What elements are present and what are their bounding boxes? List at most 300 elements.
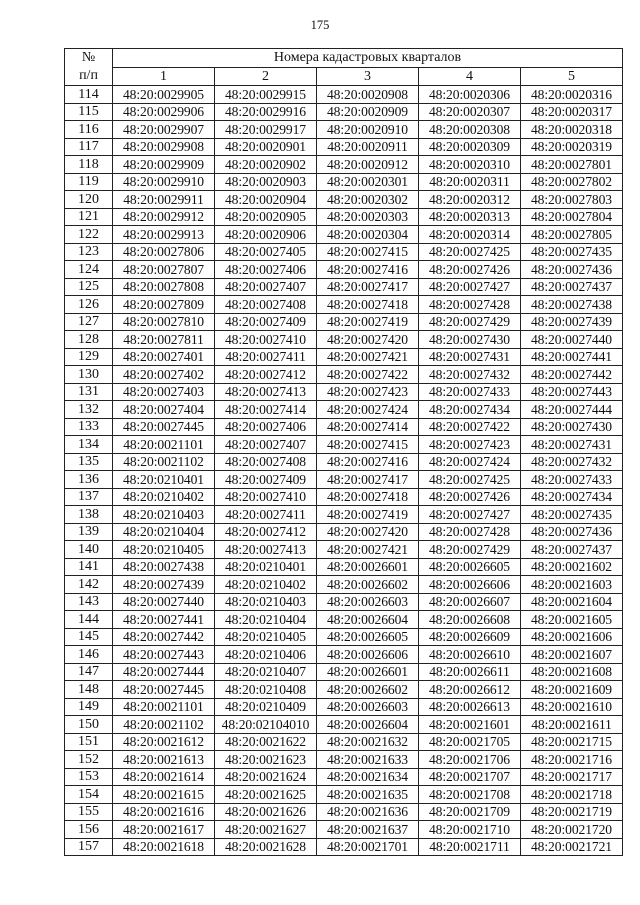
row-number-cell: 119	[65, 173, 113, 191]
cadastral-number-cell: 48:20:0021625	[215, 786, 317, 804]
cadastral-number-cell: 48:20:0027401	[113, 348, 215, 366]
table-row	[65, 208, 623, 226]
cadastral-number-cell: 48:20:0027413	[215, 383, 317, 401]
cadastral-number-cell: 48:20:0029910	[113, 173, 215, 191]
table-row	[65, 331, 623, 349]
cadastral-number-cell: 48:20:0021101	[113, 698, 215, 716]
row-number-cell: 150	[65, 716, 113, 734]
cadastral-number-cell: 48:20:0026611	[419, 663, 521, 681]
cadastral-number-cell: 48:20:0027440	[113, 593, 215, 611]
row-number-cell: 117	[65, 138, 113, 156]
cadastral-number-cell: 48:20:0021720	[521, 821, 623, 839]
cadastral-number-cell: 48:20:0021701	[317, 838, 419, 856]
cadastral-number-cell: 48:20:0021710	[419, 821, 521, 839]
cadastral-number-cell: 48:20:0027430	[521, 418, 623, 436]
row-number-cell: 133	[65, 418, 113, 436]
row-number-cell: 151	[65, 733, 113, 751]
cadastral-number-cell: 48:20:0021637	[317, 821, 419, 839]
cadastral-number-cell: 48:20:0020304	[317, 226, 419, 244]
cadastral-number-cell: 48:20:0021602	[521, 558, 623, 576]
row-number-cell: 157	[65, 838, 113, 856]
cadastral-number-cell: 48:20:0021608	[521, 663, 623, 681]
cadastral-number-cell: 48:20:0027416	[317, 261, 419, 279]
cadastral-number-cell: 48:20:0027407	[215, 436, 317, 454]
row-number-cell: 128	[65, 331, 113, 349]
cadastral-number-cell: 48:20:0027424	[317, 401, 419, 419]
cadastral-number-cell: 48:20:0027410	[215, 488, 317, 506]
cadastral-number-cell: 48:20:0210404	[113, 523, 215, 541]
cadastral-number-cell: 48:20:0027406	[215, 418, 317, 436]
cadastral-number-cell: 48:20:0021616	[113, 803, 215, 821]
cadastral-number-cell: 48:20:0210404	[215, 611, 317, 629]
cadastral-number-cell: 48:20:0021706	[419, 751, 521, 769]
cadastral-number-cell: 48:20:0020308	[419, 121, 521, 139]
cadastral-number-cell: 48:20:0027442	[113, 628, 215, 646]
cadastral-number-cell: 48:20:0027434	[419, 401, 521, 419]
row-number-cell: 126	[65, 296, 113, 314]
cadastral-number-cell: 48:20:0027439	[113, 576, 215, 594]
number-sign: №	[81, 50, 96, 65]
table-body	[65, 86, 623, 856]
table-row	[65, 226, 623, 244]
page-number: 175	[310, 18, 330, 32]
cadastral-number-cell: 48:20:0027436	[521, 523, 623, 541]
table-header-row	[65, 49, 623, 68]
row-number-cell: 142	[65, 576, 113, 594]
cadastral-number-cell: 48:20:0021627	[215, 821, 317, 839]
cadastral-number-cell: 48:20:0027801	[521, 156, 623, 174]
cadastral-number-cell: 48:20:0026604	[317, 716, 419, 734]
cadastral-number-cell: 48:20:0026605	[317, 628, 419, 646]
table-row	[65, 278, 623, 296]
cadastral-number-cell: 48:20:0029912	[113, 208, 215, 226]
cadastral-number-cell: 48:20:0027435	[521, 506, 623, 524]
cadastral-number-cell: 48:20:0027418	[317, 296, 419, 314]
cadastral-number-cell: 48:20:0027422	[419, 418, 521, 436]
table-row	[65, 681, 623, 699]
row-number-cell: 156	[65, 821, 113, 839]
cadastral-number-cell: 48:20:0027443	[521, 383, 623, 401]
cadastral-number-cell: 48:20:0020306	[419, 86, 521, 104]
cadastral-number-cell: 48:20:0021615	[113, 786, 215, 804]
cadastral-number-cell: 48:20:0021607	[521, 646, 623, 664]
cadastral-number-cell: 48:20:0021604	[521, 593, 623, 611]
row-number-cell: 144	[65, 611, 113, 629]
cadastral-number-cell: 48:20:0021632	[317, 733, 419, 751]
table-row	[65, 121, 623, 139]
cadastral-number-cell: 48:20:0210403	[215, 593, 317, 611]
cadastral-number-cell: 48:20:0027426	[419, 488, 521, 506]
cadastral-number-cell: 48:20:0027414	[215, 401, 317, 419]
cadastral-number-cell: 48:20:0027420	[317, 331, 419, 349]
cadastral-number-cell: 48:20:0021719	[521, 803, 623, 821]
row-number-cell: 143	[65, 593, 113, 611]
cadastral-number-cell: 48:20:0027406	[215, 261, 317, 279]
row-number-cell: 153	[65, 768, 113, 786]
cadastral-number-cell: 48:20:0021633	[317, 751, 419, 769]
cadastral-number-cell: 48:20:0027433	[419, 383, 521, 401]
cadastral-number-cell: 48:20:0027404	[113, 401, 215, 419]
row-number-cell: 152	[65, 751, 113, 769]
table-row	[65, 243, 623, 261]
cadastral-number-cell: 48:20:0029906	[113, 103, 215, 121]
cadastral-number-cell: 48:20:0020316	[521, 86, 623, 104]
cadastral-number-cell: 48:20:0210402	[215, 576, 317, 594]
cadastral-number-cell: 48:20:0027811	[113, 331, 215, 349]
cadastral-number-cell: 48:20:0021614	[113, 768, 215, 786]
cadastral-number-cell: 48:20:0021718	[521, 786, 623, 804]
cadastral-number-cell: 48:20:0021708	[419, 786, 521, 804]
cadastral-number-cell: 48:20:0027417	[317, 278, 419, 296]
table-row	[65, 418, 623, 436]
cadastral-number-cell: 48:20:0021613	[113, 751, 215, 769]
row-number-cell: 123	[65, 243, 113, 261]
cadastral-number-cell: 48:20:0027432	[521, 453, 623, 471]
column-number-row	[65, 68, 623, 86]
cadastral-number-cell: 48:20:0027423	[317, 383, 419, 401]
table-row	[65, 541, 623, 559]
table-row	[65, 803, 623, 821]
cadastral-number-cell: 48:20:0020318	[521, 121, 623, 139]
cadastral-number-cell: 48:20:0020312	[419, 191, 521, 209]
cadastral-number-cell: 48:20:0027410	[215, 331, 317, 349]
cadastral-number-cell: 48:20:0021606	[521, 628, 623, 646]
cadastral-number-cell: 48:20:0027407	[215, 278, 317, 296]
cadastral-number-cell: 48:20:0027432	[419, 366, 521, 384]
cadastral-number-cell: 48:20:0027409	[215, 471, 317, 489]
cadastral-number-cell: 48:20:0021709	[419, 803, 521, 821]
cadastral-number-cell: 48:20:0020901	[215, 138, 317, 156]
table-row	[65, 86, 623, 104]
row-number-cell: 121	[65, 208, 113, 226]
cadastral-number-cell: 48:20:0026604	[317, 611, 419, 629]
cadastral-number-cell: 48:20:0027427	[419, 506, 521, 524]
cadastral-number-cell: 48:20:0027409	[215, 313, 317, 331]
cadastral-number-cell: 48:20:0027412	[215, 523, 317, 541]
cadastral-number-cell: 48:20:0027444	[521, 401, 623, 419]
cadastral-number-cell: 48:20:0027415	[317, 243, 419, 261]
cadastral-number-cell: 48:20:0021626	[215, 803, 317, 821]
cadastral-number-cell: 48:20:0027425	[419, 471, 521, 489]
row-number-cell: 125	[65, 278, 113, 296]
table-row	[65, 628, 623, 646]
cadastral-number-cell: 48:20:0029916	[215, 103, 317, 121]
column-number: 3	[317, 68, 419, 86]
cadastral-number-cell: 48:20:0027403	[113, 383, 215, 401]
cadastral-number-cell: 48:20:0026603	[317, 698, 419, 716]
cadastral-number-cell: 48:20:0027417	[317, 471, 419, 489]
cadastral-number-cell: 48:20:0027443	[113, 646, 215, 664]
cadastral-number-cell: 48:20:0027421	[317, 541, 419, 559]
cadastral-number-cell: 48:20:0029907	[113, 121, 215, 139]
row-number-cell: 114	[65, 86, 113, 104]
cadastral-number-cell: 48:20:0027804	[521, 208, 623, 226]
cadastral-number-cell: 48:20:0027416	[317, 453, 419, 471]
cadastral-number-cell: 48:20:0027419	[317, 506, 419, 524]
cadastral-number-cell: 48:20:0026603	[317, 593, 419, 611]
row-number-cell: 124	[65, 261, 113, 279]
row-number-cell: 138	[65, 506, 113, 524]
cadastral-number-cell: 48:20:0021603	[521, 576, 623, 594]
cadastral-number-cell: 48:20:0026602	[317, 681, 419, 699]
row-number-cell: 147	[65, 663, 113, 681]
table-row	[65, 751, 623, 769]
cadastral-number-cell: 48:20:0027438	[521, 296, 623, 314]
cadastral-number-cell: 48:20:0029909	[113, 156, 215, 174]
table-row	[65, 558, 623, 576]
cadastral-number-cell: 48:20:0210409	[215, 698, 317, 716]
table-row	[65, 698, 623, 716]
cadastral-number-cell: 48:20:0027429	[419, 313, 521, 331]
cadastral-number-cell: 48:20:0210406	[215, 646, 317, 664]
cadastral-number-cell: 48:20:0020912	[317, 156, 419, 174]
cadastral-number-cell: 48:20:0021102	[113, 453, 215, 471]
cadastral-number-cell: 48:20:02104010	[215, 716, 317, 734]
cadastral-number-cell: 48:20:0029911	[113, 191, 215, 209]
row-number-cell: 120	[65, 191, 113, 209]
cadastral-number-cell: 48:20:0021717	[521, 768, 623, 786]
cadastral-number-cell: 48:20:0027425	[419, 243, 521, 261]
row-number-cell: 155	[65, 803, 113, 821]
cadastral-number-cell: 48:20:0027435	[521, 243, 623, 261]
cadastral-number-cell: 48:20:0027437	[521, 541, 623, 559]
cadastral-number-cell: 48:20:0027431	[419, 348, 521, 366]
cadastral-number-cell: 48:20:0027428	[419, 296, 521, 314]
cadastral-number-cell: 48:20:0027426	[419, 261, 521, 279]
cadastral-number-cell: 48:20:0027408	[215, 453, 317, 471]
row-number-cell: 127	[65, 313, 113, 331]
cadastral-number-cell: 48:20:0027803	[521, 191, 623, 209]
cadastral-number-cell: 48:20:0021624	[215, 768, 317, 786]
row-number-cell: 130	[65, 366, 113, 384]
cadastral-number-cell: 48:20:0021617	[113, 821, 215, 839]
cadastral-number-cell: 48:20:0026605	[419, 558, 521, 576]
pp-abbrev: п/п	[79, 68, 98, 83]
column-number: 2	[215, 68, 317, 86]
cadastral-number-cell: 48:20:0027805	[521, 226, 623, 244]
cadastral-number-cell: 48:20:0027434	[521, 488, 623, 506]
cadastral-number-cell: 48:20:0027431	[521, 436, 623, 454]
cadastral-number-cell: 48:20:0020911	[317, 138, 419, 156]
cadastral-number-cell: 48:20:0027441	[113, 611, 215, 629]
table-row	[65, 348, 623, 366]
cadastral-number-cell: 48:20:0020909	[317, 103, 419, 121]
table-row	[65, 313, 623, 331]
cadastral-number-cell: 48:20:0210405	[113, 541, 215, 559]
table-row	[65, 488, 623, 506]
table-row	[65, 733, 623, 751]
table-row	[65, 103, 623, 121]
cadastral-number-cell: 48:20:0021707	[419, 768, 521, 786]
cadastral-number-cell: 48:20:0027419	[317, 313, 419, 331]
group-header: Номера кадастровых кварталов	[113, 49, 623, 68]
cadastral-number-cell: 48:20:0021721	[521, 838, 623, 856]
cadastral-number-cell: 48:20:0027430	[419, 331, 521, 349]
table-row	[65, 646, 623, 664]
table-row	[65, 366, 623, 384]
cadastral-number-cell: 48:20:0027418	[317, 488, 419, 506]
cadastral-number-cell: 48:20:0020317	[521, 103, 623, 121]
table-row	[65, 663, 623, 681]
cadastral-number-cell: 48:20:0027807	[113, 261, 215, 279]
cadastral-number-cell: 48:20:0029905	[113, 86, 215, 104]
cadastral-number-cell: 48:20:0021618	[113, 838, 215, 856]
cadastral-number-cell: 48:20:0021628	[215, 838, 317, 856]
cadastral-number-cell: 48:20:0020906	[215, 226, 317, 244]
table-row	[65, 383, 623, 401]
cadastral-number-cell: 48:20:0020309	[419, 138, 521, 156]
cadastral-number-cell: 48:20:0027439	[521, 313, 623, 331]
cadastral-number-cell: 48:20:0026601	[317, 663, 419, 681]
cadastral-number-cell: 48:20:0026613	[419, 698, 521, 716]
row-number-cell: 141	[65, 558, 113, 576]
cadastral-number-cell: 48:20:0027445	[113, 418, 215, 436]
column-number: 1	[113, 68, 215, 86]
cadastral-number-cell: 48:20:0027423	[419, 436, 521, 454]
table-row	[65, 471, 623, 489]
row-number-cell: 135	[65, 453, 113, 471]
cadastral-number-cell: 48:20:0027440	[521, 331, 623, 349]
table-row	[65, 716, 623, 734]
table-row	[65, 261, 623, 279]
cadastral-number-cell: 48:20:0026610	[419, 646, 521, 664]
table-row	[65, 611, 623, 629]
cadastral-number-cell: 48:20:0020307	[419, 103, 521, 121]
cadastral-number-cell: 48:20:0210402	[113, 488, 215, 506]
table-row	[65, 593, 623, 611]
row-number-cell: 136	[65, 471, 113, 489]
cadastral-number-cell: 48:20:0027802	[521, 173, 623, 191]
cadastral-number-cell: 48:20:0029915	[215, 86, 317, 104]
cadastral-number-cell: 48:20:0027442	[521, 366, 623, 384]
cadastral-number-cell: 48:20:0020319	[521, 138, 623, 156]
row-number-cell: 118	[65, 156, 113, 174]
cadastral-number-cell: 48:20:0020303	[317, 208, 419, 226]
table-row	[65, 296, 623, 314]
cadastral-number-cell: 48:20:0026606	[317, 646, 419, 664]
cadastral-number-cell: 48:20:0027402	[113, 366, 215, 384]
cadastral-number-cell: 48:20:0026612	[419, 681, 521, 699]
cadastral-number-cell: 48:20:0020905	[215, 208, 317, 226]
cadastral-number-cell: 48:20:0021611	[521, 716, 623, 734]
cadastral-number-cell: 48:20:0020314	[419, 226, 521, 244]
row-number-cell: 145	[65, 628, 113, 646]
cadastral-number-cell: 48:20:0021622	[215, 733, 317, 751]
row-number-cell: 129	[65, 348, 113, 366]
column-number: 5	[521, 68, 623, 86]
cadastral-number-cell: 48:20:0021102	[113, 716, 215, 734]
cadastral-number-cell: 48:20:0020310	[419, 156, 521, 174]
cadastral-number-cell: 48:20:0027810	[113, 313, 215, 331]
cadastral-number-cell: 48:20:0027444	[113, 663, 215, 681]
table-row	[65, 191, 623, 209]
cadastral-number-cell: 48:20:0210408	[215, 681, 317, 699]
cadastral-number-cell: 48:20:0027809	[113, 296, 215, 314]
cadastral-number-cell: 48:20:0029908	[113, 138, 215, 156]
cadastral-number-cell: 48:20:0020903	[215, 173, 317, 191]
row-number-cell: 148	[65, 681, 113, 699]
cadastral-number-cell: 48:20:0027427	[419, 278, 521, 296]
table-row	[65, 768, 623, 786]
cadastral-number-cell: 48:20:0027411	[215, 506, 317, 524]
row-number-cell: 146	[65, 646, 113, 664]
cadastral-number-cell: 48:20:0026609	[419, 628, 521, 646]
cadastral-number-cell: 48:20:0026601	[317, 558, 419, 576]
row-number-cell: 149	[65, 698, 113, 716]
cadastral-number-cell: 48:20:0020301	[317, 173, 419, 191]
cadastral-number-cell: 48:20:0021612	[113, 733, 215, 751]
table-row	[65, 523, 623, 541]
row-number-cell: 140	[65, 541, 113, 559]
cadastral-number-cell: 48:20:0027412	[215, 366, 317, 384]
cadastral-number-cell: 48:20:0021610	[521, 698, 623, 716]
cadastral-number-cell: 48:20:0026608	[419, 611, 521, 629]
cadastral-number-cell: 48:20:0020910	[317, 121, 419, 139]
cadastral-number-cell: 48:20:0027436	[521, 261, 623, 279]
cadastral-number-cell: 48:20:0027414	[317, 418, 419, 436]
row-number-cell: 134	[65, 436, 113, 454]
cadastral-number-cell: 48:20:0027438	[113, 558, 215, 576]
table-row	[65, 786, 623, 804]
cadastral-number-cell: 48:20:0020313	[419, 208, 521, 226]
cadastral-number-cell: 48:20:0021705	[419, 733, 521, 751]
cadastral-number-cell: 48:20:0021634	[317, 768, 419, 786]
cadastral-number-cell: 48:20:0027420	[317, 523, 419, 541]
table-row	[65, 401, 623, 419]
cadastral-number-cell: 48:20:0029917	[215, 121, 317, 139]
cadastral-number-cell: 48:20:0021601	[419, 716, 521, 734]
cadastral-number-cell: 48:20:0027415	[317, 436, 419, 454]
cadastral-number-cell: 48:20:0020908	[317, 86, 419, 104]
cadastral-number-cell: 48:20:0210401	[215, 558, 317, 576]
cadastral-number-cell: 48:20:0021716	[521, 751, 623, 769]
table-row	[65, 138, 623, 156]
table-row	[65, 821, 623, 839]
cadastral-number-cell: 48:20:0026602	[317, 576, 419, 594]
table-row	[65, 838, 623, 856]
cadastral-number-cell: 48:20:0027413	[215, 541, 317, 559]
cadastral-number-cell: 48:20:0026607	[419, 593, 521, 611]
cadastral-number-cell: 48:20:0021605	[521, 611, 623, 629]
cadastral-number-cell: 48:20:0029913	[113, 226, 215, 244]
cadastral-number-cell: 48:20:0027422	[317, 366, 419, 384]
cadastral-number-cell: 48:20:0020904	[215, 191, 317, 209]
row-number-cell: 122	[65, 226, 113, 244]
cadastral-number-cell: 48:20:0027437	[521, 278, 623, 296]
cadastral-number-cell: 48:20:0021101	[113, 436, 215, 454]
cadastral-number-cell: 48:20:0210407	[215, 663, 317, 681]
cadastral-number-cell: 48:20:0021636	[317, 803, 419, 821]
cadastral-number-cell: 48:20:0210405	[215, 628, 317, 646]
cadastral-number-cell: 48:20:0020302	[317, 191, 419, 209]
cadastral-number-cell: 48:20:0021711	[419, 838, 521, 856]
row-number-cell: 131	[65, 383, 113, 401]
column-number: 4	[419, 68, 521, 86]
row-number-cell: 116	[65, 121, 113, 139]
table-row	[65, 506, 623, 524]
cadastral-number-cell: 48:20:0026606	[419, 576, 521, 594]
table-row	[65, 453, 623, 471]
cadastral-number-cell: 48:20:0027405	[215, 243, 317, 261]
row-number-cell: 115	[65, 103, 113, 121]
cadastral-number-cell: 48:20:0027441	[521, 348, 623, 366]
cadastral-number-cell: 48:20:0021623	[215, 751, 317, 769]
cadastral-number-cell: 48:20:0021635	[317, 786, 419, 804]
table-row	[65, 576, 623, 594]
cadastral-number-cell: 48:20:0027424	[419, 453, 521, 471]
row-number-cell: 132	[65, 401, 113, 419]
cadastral-number-cell: 48:20:0210401	[113, 471, 215, 489]
